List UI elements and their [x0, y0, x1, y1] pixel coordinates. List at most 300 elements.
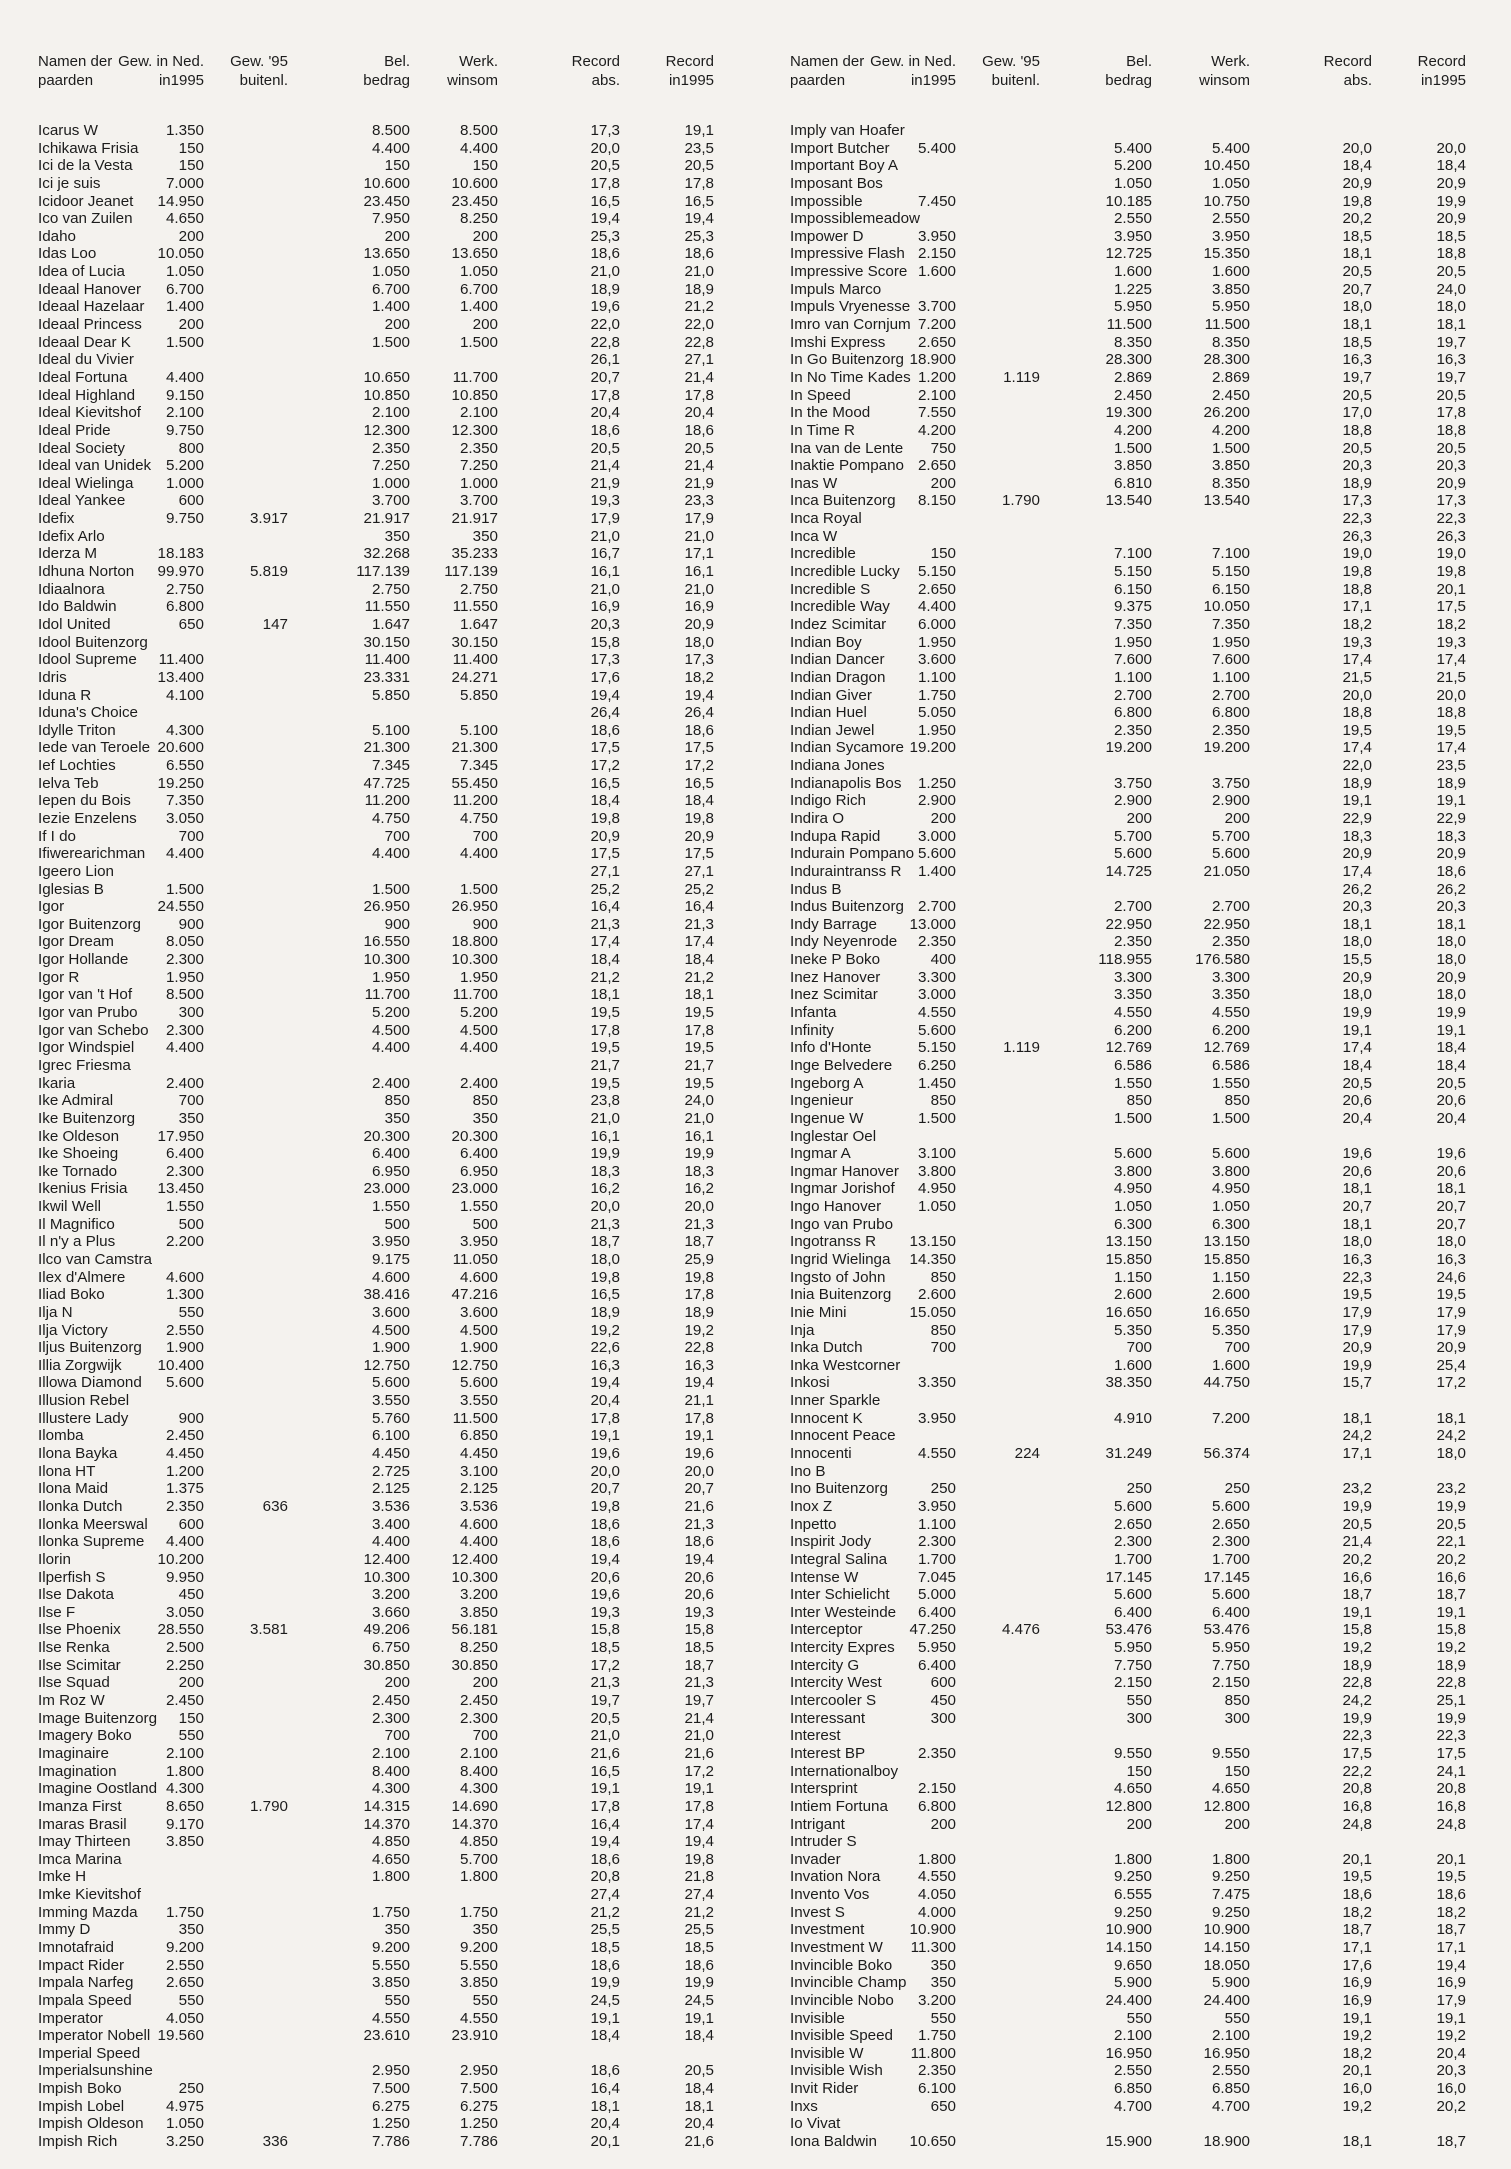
record-abs: 18,4	[1342, 157, 1372, 175]
horse-name: Ilonka Meerswal	[38, 1515, 148, 1533]
prize-amount: 1.600	[1113, 1356, 1152, 1374]
table-row	[782, 739, 1511, 757]
won-ned: 1.250	[917, 774, 956, 792]
table-row	[782, 828, 1511, 846]
table-row	[782, 2115, 1511, 2133]
record-abs: 15,8	[590, 1621, 620, 1639]
record-abs: 18,2	[1342, 1903, 1372, 1921]
won-ned: 1.400	[917, 862, 956, 880]
horse-name: Ilperfish S	[38, 1568, 106, 1586]
won-ned: 28.550	[157, 1621, 204, 1639]
record-abs: 18,5	[590, 1938, 620, 1956]
working-win: 2.600	[1211, 1286, 1250, 1304]
record-1995: 19,9	[1436, 1709, 1466, 1727]
table-row	[30, 792, 770, 810]
record-abs: 16,9	[1342, 1974, 1372, 1992]
record-abs: 17,3	[590, 651, 620, 669]
horse-name: Intiem Fortuna	[790, 1797, 888, 1815]
horse-name: Intercity G	[790, 1656, 860, 1674]
table-row	[30, 1322, 770, 1340]
won-abroad: 336	[262, 2133, 288, 2151]
record-1995: 17,5	[684, 845, 714, 863]
table-row	[782, 2133, 1511, 2151]
record-1995: 18,0	[1436, 951, 1466, 969]
working-win: 11.500	[452, 1409, 498, 1427]
prize-amount: 3.850	[1113, 457, 1152, 475]
record-abs: 17,4	[590, 933, 620, 951]
record-1995: 20,7	[1436, 1215, 1466, 1233]
working-win: 10.050	[1203, 598, 1250, 616]
horse-name: Invit Rider	[790, 2080, 859, 2098]
horse-name: Idas Loo	[38, 245, 97, 263]
won-ned: 2.400	[165, 1074, 204, 1092]
record-abs: 20,4	[590, 2115, 620, 2133]
won-ned: 4.000	[917, 1903, 956, 1921]
prize-amount: 6.275	[371, 2097, 410, 2115]
record-1995: 23,5	[684, 139, 714, 157]
won-ned: 5.600	[165, 1374, 204, 1392]
won-ned: 750	[930, 439, 956, 457]
working-win: 3.950	[459, 1233, 498, 1251]
prize-amount: 14.370	[363, 1815, 410, 1833]
working-win: 1.550	[1211, 1074, 1250, 1092]
record-1995: 27,1	[684, 351, 714, 369]
working-win: 3.850	[1211, 280, 1250, 298]
working-win: 11.550	[452, 598, 498, 616]
won-ned: 300	[178, 1004, 204, 1022]
header-record-1995: Record in1995	[1417, 53, 1466, 89]
table-row	[30, 440, 770, 458]
table-row	[30, 122, 770, 140]
working-win: 4.500	[459, 1021, 498, 1039]
won-ned: 2.650	[165, 1974, 204, 1992]
table-row	[782, 1463, 1511, 1481]
horse-name: Innocent K	[790, 1409, 863, 1427]
record-abs: 17,8	[590, 1409, 620, 1427]
working-win: 11.700	[452, 368, 498, 386]
working-win: 6.850	[459, 1427, 498, 1445]
record-1995: 16,3	[1436, 1251, 1466, 1268]
record-1995: 21,9	[684, 474, 714, 492]
working-win: 15.350	[1203, 245, 1250, 263]
record-1995: 18,4	[684, 951, 714, 969]
record-abs: 20,6	[1342, 1162, 1372, 1180]
prize-amount: 7.950	[371, 210, 410, 228]
horse-name: Inca W	[790, 527, 838, 545]
record-abs: 17,9	[1342, 1321, 1372, 1339]
horse-name: Io Vivat	[790, 2115, 841, 2133]
record-1995: 18,8	[1436, 704, 1466, 722]
record-abs: 18,4	[1342, 1056, 1372, 1074]
record-1995: 19,1	[1436, 2009, 1466, 2027]
prize-amount: 5.600	[1113, 845, 1152, 863]
horse-name: Ingmar Hanover	[790, 1162, 899, 1180]
prize-amount: 3.300	[1113, 968, 1152, 986]
prize-amount: 10.900	[1105, 1921, 1152, 1939]
won-ned: 14.350	[909, 1251, 956, 1268]
record-abs: 18,6	[590, 1515, 620, 1533]
table-row	[782, 228, 1511, 246]
record-1995: 15,8	[684, 1621, 714, 1639]
table-row	[30, 2045, 770, 2063]
won-ned: 3.050	[165, 809, 204, 827]
horse-name: Infanta	[790, 1004, 837, 1022]
record-1995: 19,4	[1436, 1956, 1466, 1974]
table-row	[30, 1022, 770, 1040]
working-win: 6.850	[1211, 2080, 1250, 2098]
won-ned: 2.500	[165, 1639, 204, 1657]
record-abs: 16,3	[590, 1356, 620, 1374]
record-abs: 22,8	[590, 333, 620, 351]
prize-amount: 1.700	[1113, 1550, 1152, 1568]
record-abs: 19,8	[1342, 192, 1372, 210]
record-1995: 20,5	[684, 439, 714, 457]
table-row	[782, 1657, 1511, 1675]
won-ned: 900	[178, 915, 204, 933]
working-win: 2.350	[459, 439, 498, 457]
horse-name: Ingrid Wielinga	[790, 1251, 891, 1268]
working-win: 5.600	[1211, 1586, 1250, 1604]
prize-amount: 1.050	[371, 263, 410, 281]
record-abs: 18,9	[1342, 474, 1372, 492]
record-abs: 27,4	[590, 1886, 620, 1904]
horse-name: Interessant	[790, 1709, 866, 1727]
record-abs: 18,0	[1342, 986, 1372, 1004]
won-ned: 850	[930, 1092, 956, 1110]
won-ned: 5.600	[917, 845, 956, 863]
right-rows	[782, 122, 1511, 2151]
won-ned: 4.400	[165, 1533, 204, 1551]
working-win: 550	[1224, 2009, 1250, 2027]
table-row	[782, 986, 1511, 1004]
record-1995: 20,5	[1436, 386, 1466, 404]
won-ned: 2.350	[165, 1497, 204, 1515]
working-win: 2.300	[1211, 1533, 1250, 1551]
table-row	[782, 669, 1511, 687]
working-win: 7.200	[1211, 1409, 1250, 1427]
table-row	[30, 1533, 770, 1551]
record-abs: 15,8	[590, 633, 620, 651]
record-abs: 18,1	[1342, 316, 1372, 334]
prize-amount: 9.550	[1113, 1744, 1152, 1762]
prize-amount: 13.650	[363, 245, 410, 263]
record-abs: 18,6	[590, 1956, 620, 1974]
record-abs: 18,1	[1342, 1215, 1372, 1233]
horse-name: Invest S	[790, 1903, 845, 1921]
record-1995: 23,5	[1436, 757, 1466, 775]
table-row	[782, 1480, 1511, 1498]
table-row	[782, 1075, 1511, 1093]
working-win: 21.300	[451, 739, 498, 757]
working-win: 1.647	[459, 615, 498, 633]
record-abs: 18,7	[1342, 1921, 1372, 1939]
won-ned: 3.200	[917, 1991, 956, 2009]
prize-amount: 9.175	[371, 1251, 410, 1268]
record-abs: 18,0	[590, 1251, 620, 1268]
record-abs: 22,0	[1342, 757, 1372, 775]
prize-amount: 700	[1126, 1339, 1152, 1357]
table-row	[30, 528, 770, 546]
record-1995: 18,6	[684, 1533, 714, 1551]
won-ned: 450	[930, 1692, 956, 1710]
record-abs: 16,9	[590, 598, 620, 616]
record-abs: 16,1	[590, 1127, 620, 1145]
won-ned: 1.000	[165, 474, 204, 492]
working-win: 5.100	[459, 721, 498, 739]
won-ned: 350	[930, 1974, 956, 1992]
horse-name: Ilona Bayka	[38, 1445, 118, 1463]
working-win: 2.400	[459, 1074, 498, 1092]
won-ned: 4.975	[165, 2097, 204, 2115]
record-1995: 21,6	[684, 1744, 714, 1762]
prize-amount: 19.300	[1105, 404, 1152, 422]
won-ned: 650	[930, 2097, 956, 2115]
prize-amount: 28.300	[1105, 351, 1152, 369]
record-abs: 20,7	[1342, 1198, 1372, 1216]
record-1995: 16,4	[684, 898, 714, 916]
won-ned: 1.500	[165, 880, 204, 898]
prize-amount: 350	[384, 527, 410, 545]
prize-amount: 4.910	[1113, 1409, 1152, 1427]
record-1995: 19,8	[684, 809, 714, 827]
won-ned: 13.450	[157, 1180, 204, 1198]
record-1995: 19,7	[684, 1692, 714, 1710]
table-row	[30, 916, 770, 934]
table-row	[782, 1921, 1511, 1939]
record-abs: 19,1	[1342, 1021, 1372, 1039]
horse-name: Indian Sycamore	[790, 739, 904, 757]
record-abs: 21,2	[590, 968, 620, 986]
working-win: 1.400	[459, 298, 498, 316]
working-win: 176.580	[1195, 951, 1250, 969]
table-row	[30, 2010, 770, 2028]
working-win: 8.400	[459, 1762, 498, 1780]
record-1995: 18,4	[684, 792, 714, 810]
header-record-abs: Record abs.	[1323, 53, 1372, 89]
table-row	[30, 1692, 770, 1710]
record-1995: 19,7	[1436, 333, 1466, 351]
horse-name: Ingotranss R	[790, 1233, 877, 1251]
working-win: 8.250	[459, 1639, 498, 1657]
won-ned: 550	[930, 2009, 956, 2027]
prize-amount: 200	[384, 227, 410, 245]
table-row	[782, 1198, 1511, 1216]
won-ned: 2.450	[165, 1427, 204, 1445]
prize-amount: 2.300	[1113, 1533, 1152, 1551]
table-row	[30, 1110, 770, 1128]
record-1995: 21,3	[684, 1674, 714, 1692]
horse-name: Infinity	[790, 1021, 834, 1039]
record-1995: 17,8	[1436, 404, 1466, 422]
record-1995: 18,1	[684, 2097, 714, 2115]
record-abs: 16,0	[1342, 2080, 1372, 2098]
table-row	[782, 1851, 1511, 1869]
working-win: 6.150	[1211, 580, 1250, 598]
prize-amount: 1.800	[1113, 1850, 1152, 1868]
record-1995: 24,6	[1436, 1268, 1466, 1286]
prize-amount: 1.500	[371, 880, 410, 898]
horse-name: Investment W	[790, 1938, 883, 1956]
prize-amount: 4.550	[1113, 1004, 1152, 1022]
table-row	[30, 2062, 770, 2080]
working-win: 2.900	[1211, 792, 1250, 810]
table-row	[30, 581, 770, 599]
working-win: 6.400	[459, 1145, 498, 1163]
record-1995: 19,5	[1436, 721, 1466, 739]
working-win: 4.550	[1211, 1004, 1250, 1022]
record-1995: 18,1	[1436, 915, 1466, 933]
header-won-abroad: Gew. '95 buitenl.	[230, 53, 288, 89]
record-abs: 19,7	[1342, 368, 1372, 386]
record-abs: 21,0	[590, 580, 620, 598]
prize-amount: 4.300	[371, 1780, 410, 1798]
horse-name: Incredible Way	[790, 598, 890, 616]
record-abs: 20,0	[590, 1462, 620, 1480]
record-abs: 26,1	[590, 351, 620, 369]
working-win: 4.400	[459, 845, 498, 863]
horse-name: Idhuna Norton	[38, 563, 135, 581]
record-1995: 16,6	[1436, 1568, 1466, 1586]
table-row	[30, 881, 770, 899]
working-win: 117.139	[444, 563, 498, 581]
record-1995: 18,9	[684, 280, 714, 298]
table-row	[782, 1868, 1511, 1886]
won-ned: 6.400	[165, 1145, 204, 1163]
prize-amount: 1.550	[1113, 1074, 1152, 1092]
record-abs: 18,7	[590, 1233, 620, 1251]
working-win: 3.800	[1211, 1162, 1250, 1180]
prize-amount: 13.150	[1105, 1233, 1152, 1251]
record-abs: 19,3	[1342, 633, 1372, 651]
record-1995: 19,2	[1436, 1639, 1466, 1657]
record-1995: 25,4	[1436, 1356, 1466, 1374]
horse-name: Indupa Rapid	[790, 827, 881, 845]
table-row	[30, 1057, 770, 1075]
prize-amount: 2.400	[371, 1074, 410, 1092]
working-win: 1.600	[1211, 1356, 1250, 1374]
record-abs: 19,9	[590, 1974, 620, 1992]
record-1995: 18,8	[1436, 245, 1466, 263]
record-abs: 18,1	[1342, 2133, 1372, 2151]
page	[30, 40, 1500, 2165]
working-win: 5.550	[459, 1956, 498, 1974]
working-win: 24.271	[451, 668, 498, 686]
won-ned: 1.500	[165, 333, 204, 351]
record-1995: 23,2	[1436, 1480, 1466, 1498]
record-1995: 19,7	[1436, 368, 1466, 386]
working-win: 7.475	[1211, 1886, 1250, 1904]
working-win: 850	[1224, 1092, 1250, 1110]
record-1995: 20,9	[1436, 174, 1466, 192]
won-ned: 2.300	[165, 951, 204, 969]
table-row	[782, 1639, 1511, 1657]
record-1995: 17,9	[1436, 1991, 1466, 2009]
record-1995: 19,2	[684, 1321, 714, 1339]
record-1995: 22,3	[1436, 510, 1466, 528]
prize-amount: 150	[1126, 1762, 1152, 1780]
table-row	[782, 245, 1511, 263]
horse-name: Ilomba	[38, 1427, 84, 1445]
working-win: 200	[1224, 1815, 1250, 1833]
left-rows	[30, 122, 770, 2151]
record-abs: 20,1	[590, 2133, 620, 2151]
record-1995: 17,5	[684, 739, 714, 757]
prize-amount: 6.810	[1113, 474, 1152, 492]
table-row	[30, 598, 770, 616]
record-1995: 20,1	[1436, 1850, 1466, 1868]
record-abs: 20,4	[590, 1392, 620, 1410]
record-abs: 19,2	[1342, 2027, 1372, 2045]
prize-amount: 12.750	[363, 1356, 410, 1374]
working-win: 12.400	[451, 1550, 498, 1568]
horse-name: Impala Speed	[38, 1991, 132, 2009]
record-abs: 21,6	[590, 1744, 620, 1762]
record-1995: 18,2	[684, 668, 714, 686]
won-ned: 1.375	[165, 1480, 204, 1498]
horse-name: In the Mood	[790, 404, 871, 422]
working-win: 19.200	[1203, 739, 1250, 757]
record-abs: 20,3	[590, 615, 620, 633]
working-win: 150	[472, 157, 498, 175]
horse-name: Inas W	[790, 474, 838, 492]
record-1995: 16,3	[684, 1356, 714, 1374]
won-ned: 1.050	[165, 263, 204, 281]
table-row	[30, 1516, 770, 1534]
record-1995: 19,9	[684, 1145, 714, 1163]
prize-amount: 6.200	[1113, 1021, 1152, 1039]
working-win: 3.350	[1211, 986, 1250, 1004]
won-ned: 2.300	[165, 1021, 204, 1039]
prize-amount: 3.400	[371, 1515, 410, 1533]
table-row	[782, 1180, 1511, 1198]
won-ned: 250	[930, 1480, 956, 1498]
horse-name: Indiana Jones	[790, 757, 885, 775]
record-1995: 18,8	[1436, 421, 1466, 439]
prize-amount: 38.416	[363, 1286, 410, 1304]
prize-amount: 200	[1126, 1815, 1152, 1833]
working-win: 1.950	[459, 968, 498, 986]
record-1995: 18,7	[1436, 2133, 1466, 2151]
prize-amount: 12.400	[363, 1550, 410, 1568]
won-ned: 4.050	[917, 1886, 956, 1904]
prize-amount: 1.800	[371, 1868, 410, 1886]
won-ned: 1.950	[917, 721, 956, 739]
record-1995: 17,3	[684, 651, 714, 669]
horse-name: Ilse Scimitar	[38, 1656, 121, 1674]
horse-name: Iglesias B	[38, 880, 104, 898]
won-ned: 5.050	[917, 704, 956, 722]
record-1995: 20,0	[1436, 139, 1466, 157]
table-row	[30, 969, 770, 987]
right-table	[782, 40, 1511, 2165]
working-win: 12.750	[451, 1356, 498, 1374]
horse-name: Inaktie Pompano	[790, 457, 904, 475]
record-abs: 19,3	[590, 492, 620, 510]
horse-name: Ici de la Vesta	[38, 157, 133, 175]
record-abs: 18,3	[1342, 827, 1372, 845]
prize-amount: 6.850	[1113, 2080, 1152, 2098]
horse-name: Idris	[38, 668, 67, 686]
record-abs: 19,8	[590, 1497, 620, 1515]
record-abs: 20,5	[1342, 1515, 1372, 1533]
prize-amount: 31.249	[1105, 1445, 1152, 1463]
table-row	[30, 1269, 770, 1287]
record-1995: 19,4	[684, 1374, 714, 1392]
working-win: 23.910	[451, 2027, 498, 2045]
horse-name: Integral Salina	[790, 1550, 888, 1568]
record-abs: 25,3	[590, 227, 620, 245]
record-abs: 17,2	[590, 757, 620, 775]
